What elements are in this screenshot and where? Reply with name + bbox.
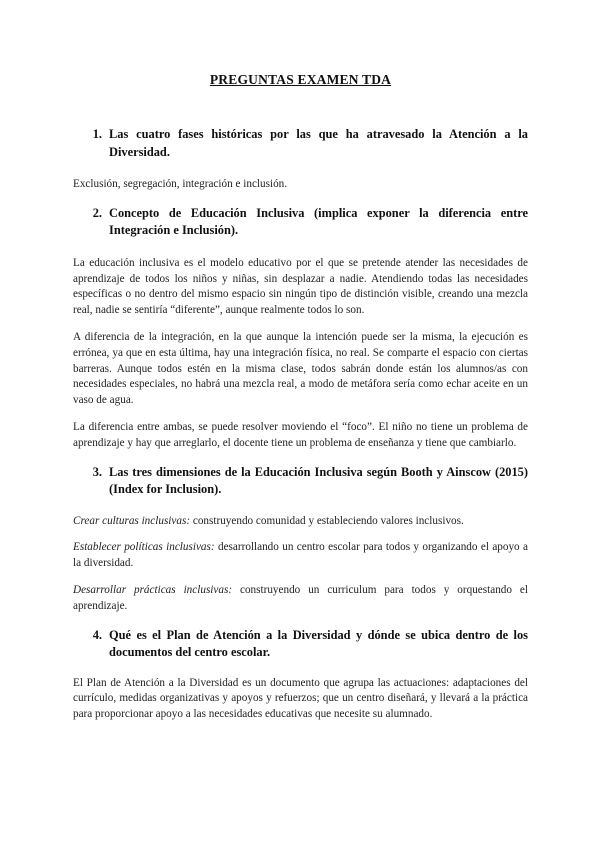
- dimension-label: Desarrollar prácticas inclusivas:: [73, 583, 233, 596]
- dimension-paragraph: [73, 583, 528, 615]
- answer-paragraph: La diferencia entre ambas, se puede resolver moviendo el “foco”. El niño no tiene un problema de aprendizaje y hay que arreglarlo, el docente tiene un problema de enseñanza y tiene que cambiarlo.: [73, 420, 528, 449]
- question-number: 4.: [92, 627, 102, 642]
- question-text: Las cuatro fases históricas por las que ha atravesado la Atención a la Diversidad.: [109, 127, 528, 159]
- answer-paragraph: A diferencia de la integración, en la que aunque la intención puede ser la misma, la ejecución es errónea, ya que en esta última, hay una integración física, no real. Se comparte el espacio con ciertas barreras. Aunque todos estén en la misma clase, todos sabrán donde están los alumnos/as con necesidades especiales, no habrá una mezcla real, a modo de metáfora sería como echar aceite en un vaso de agua.: [73, 330, 528, 407]
- question-3-heading: [73, 464, 528, 499]
- dimension-paragraph: [73, 514, 528, 530]
- page-title: PREGUNTAS EXAMEN TDA: [209, 72, 392, 87]
- dimension-label: Establecer políticas inclusivas:: [73, 541, 215, 554]
- answer-paragraph: La educación inclusiva es el modelo educativo por el que se pretende atender las necesidades de aprendizaje de todos los niños y niñas, sin desplazar a nadie. Atendiendo todas las necesidades específicas o no dentro del mismo espacio sin ningún tipo de distinción visible, creando una mezcla real, nadie se sentiría “diferente”, aunque realmente todos lo son.: [73, 256, 528, 317]
- question-4-heading: [73, 627, 528, 662]
- answer-paragraph: El Plan de Atención a la Diversidad es un documento que agrupa las actuaciones: adaptaciones del currículo, medidas organizativas y apoyos y refuerzos; que un centro diseñará, y llevará a la práctica para proporcionar apoyo a las necesidades educativas que necesite su alumnado.: [73, 676, 528, 721]
- question-number: 1.: [92, 127, 102, 141]
- question-text: Las tres dimensiones de la Educación Inclusiva según Booth y Ainscow (2015) (Index for Inclusion).: [109, 464, 528, 497]
- dimension-paragraph: [73, 540, 528, 572]
- question-text: Concepto de Educación Inclusiva (implica exponer la diferencia entre Integración e Inclusión).: [109, 205, 528, 238]
- answer-paragraph: Exclusión, segregación, integración e inclusión.: [73, 178, 288, 190]
- dimension-text: construyendo un curriculum para todos y orquestando el aprendizaje.: [73, 583, 528, 612]
- dimension-label: Crear culturas inclusivas:: [73, 514, 191, 527]
- dimension-text: construyendo comunidad y estableciendo valores inclusivos.: [190, 514, 464, 527]
- question-1-heading: [73, 126, 528, 161]
- dimension-text: desarrollando un centro escolar para todos y organizando el apoyo a la diversidad.: [73, 541, 528, 570]
- question-number: 2.: [92, 205, 102, 220]
- question-2-heading: [73, 205, 528, 240]
- question-number: 3.: [92, 464, 102, 479]
- question-text: Qué es el Plan de Atención a la Diversidad y dónde se ubica dentro de los documentos del centro escolar.: [109, 627, 528, 660]
